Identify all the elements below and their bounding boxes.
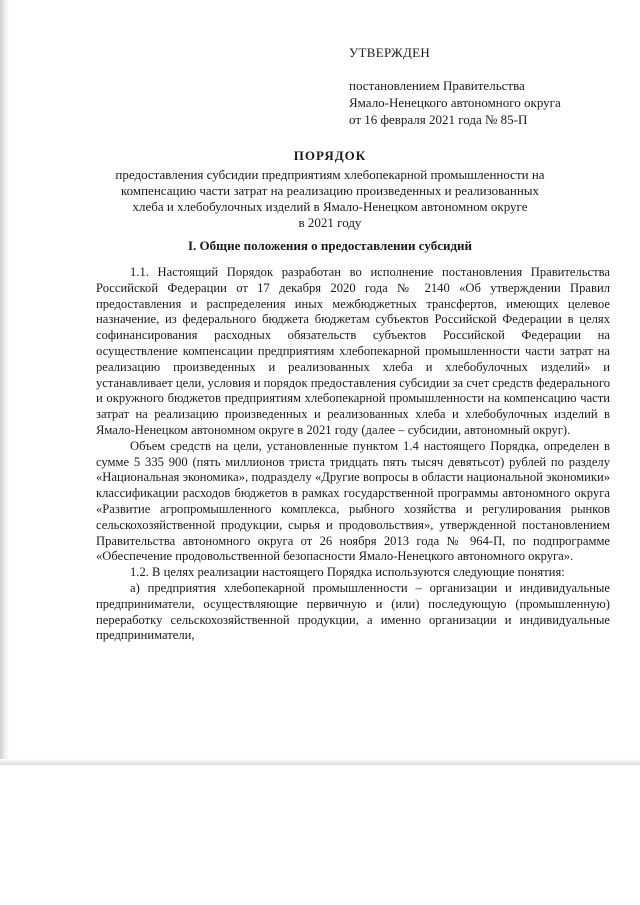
approval-line: постановлением Правительства [349, 78, 525, 93]
scan-shadow-bottom [0, 759, 640, 765]
title-main: ПОРЯДОК [293, 148, 367, 163]
title-line: предоставления субсидии предприятиям хлебопекарной промышленности на [115, 167, 545, 182]
paragraph: а) предприятия хлебопекарной промышленности – организации и индивидуальные предприниматели, осуществляющие первичную и (или) последующую (промышленную) переработку сельскохозяйственной продукции, а именно организации и индивидуальные предприниматели, [96, 580, 610, 643]
document-body [96, 265, 610, 644]
title-line: хлеба и хлебобулочных изделий в Ямало-Ненецком автономном округе [132, 199, 528, 214]
scan-shadow-left [0, 0, 10, 765]
title-line: в 2021 году [298, 215, 362, 230]
approval-heading: УТВЕРЖДЕН [349, 45, 431, 60]
title-line: компенсацию части затрат на реализацию произведенных и реализованных [120, 183, 540, 198]
paragraph: 1.1. Настоящий Порядок разработан во исполнение постановления Правительства Российской Федерации от 17 декабря 2020 года № 2140 «Об утверждении Правил предоставления и распределения иных межбюджетных трансфертов, имеющих целевое назначение, из федерального бюджета бюджетам субъектов Российской Федерации в целях софинансирования расходных обязательств субъектов Российской Федерации на осуществление компенсации предприятиям хлебопекарной промышленности части затрат на реализацию произведенных и реализованных хлеба и хлебобулочных изделий» и устанавливает цели, условия и порядок предоставления субсидии за счет средств федерального и окружного бюджетов предприятиям хлебопекарной промышленности на компенсацию части затрат на реализацию произведенных и реализованных хлеба и хлебобулочных изделий в Ямало-Ненецком автономном округе в 2021 году (далее – субсидии, автономный округ). [96, 265, 610, 437]
document-title [60, 148, 600, 231]
approval-block [349, 44, 561, 128]
approval-line: Ямало-Ненецкого автономного округа [349, 95, 561, 110]
paragraph: Объем средств на цели, установленные пунктом 1.4 настоящего Порядка, определен в сумме 5 335 900 (пять миллионов триста тридцать пять тысяч девятьсот) рублей по разделу «Национальная экономика», подразделу «Другие вопросы в области национальной экономики» классификации расходов бюджетов в рамках государственной программы автономного округа «Развитие агропромышленного комплекса, рыбного хозяйства и регулирования рынков сельскохозяйственной продукции, сырья и продовольствия», утвержденной постановлением Правительства автономного округа от 26 ноября 2013 года № 964-П, по подпрограмме «Обеспечение продовольственной безопасности Ямало-Ненецкого автономного округа». [96, 438, 610, 564]
section-heading: I. Общие положения о предоставлении субсидий [187, 238, 473, 253]
paragraph: 1.2. В целях реализации настоящего Порядка используются следующие понятия: [130, 565, 565, 580]
approval-line: от 16 февраля 2021 года № 85-П [349, 112, 528, 127]
